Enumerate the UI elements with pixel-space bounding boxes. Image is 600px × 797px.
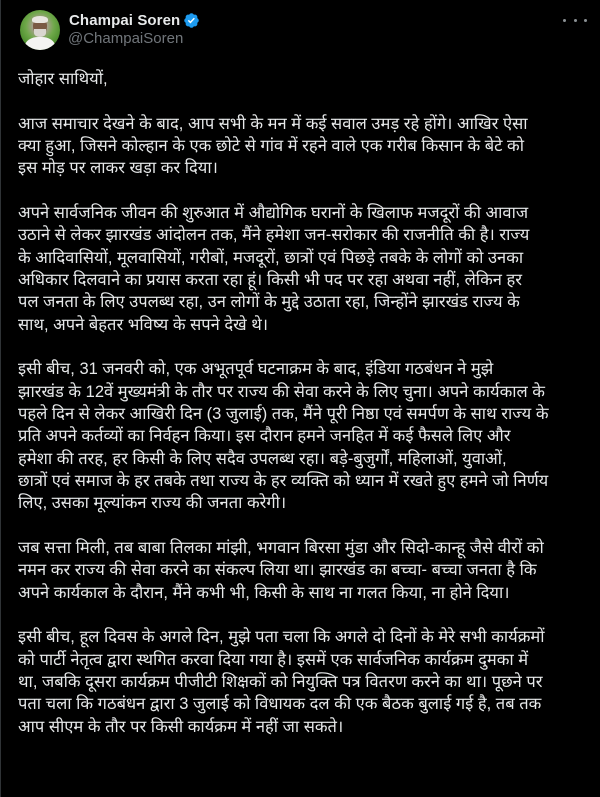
ellipsis-icon-dot	[574, 19, 577, 22]
paragraph-4	[18, 537, 583, 604]
text-line: इसी बीच, हूल दिवस के अगले दिन, मुझे पता चला कि अगले दो दिनों के मेरे सभी कार्यक्रमों	[18, 628, 545, 647]
paragraph-2	[18, 202, 583, 336]
verified-badge-icon[interactable]	[183, 12, 200, 29]
text-line: जोहार साथियों,	[18, 70, 108, 88]
text-line: छात्रों एवं समाज के हर तबके तथा राज्य के हर व्यक्ति को ध्यान में रखते हुए हमने जो निर्णय	[18, 471, 549, 490]
text-line: पता चला कि गठबंधन द्वारा 3 जुलाई को विधायक दल की एक बैठक बुलाई गई है, तब तक	[18, 695, 542, 714]
text-line: नमन कर राज्य की सेवा करने का संकल्प लिया था। झारखंड का बच्चा- बच्चा जनता है कि	[18, 561, 537, 580]
text-line: इस मोड़ पर लाकर खड़ा कर दिया।	[18, 159, 218, 178]
text-line: लिए, उसका मूल्यांकन राज्य की जनता करेगी।	[18, 494, 287, 513]
ellipsis-icon-dot	[584, 19, 587, 22]
author-handle[interactable]: @ChampaiSoren	[68, 30, 184, 47]
text-line: अपने कार्यकाल के दौरान, मैंने कभी भी, किसी के साथ ना गलत किया, ना होने दिया।	[18, 583, 510, 602]
text-line: के आदिवासियों, मूलवासियों, गरीबों, मजदूरों, छात्रों एवं पिछड़े तबके के लोगों को उनका	[18, 248, 524, 267]
text-line: क्या हुआ, जिसने कोल्हान के एक छोटे से गांव में रहने वाले एक गरीब किसान के बेटे को	[18, 137, 524, 156]
paragraph-5	[18, 626, 583, 737]
more-options-button[interactable]	[563, 15, 587, 25]
ellipsis-icon-dot	[563, 19, 566, 22]
text-line: जब सत्ता मिली, तब बाबा तिलका मांझी, भगवान बिरसा मुंडा और सिदो-कान्हू जैसे वीरों को	[18, 539, 544, 558]
paragraph-1	[18, 113, 583, 180]
tweet-header	[1, 0, 600, 60]
paragraph-3	[18, 358, 583, 514]
text-line: को पार्टी नेतृत्व द्वारा स्थगित करवा दिया गया है। इसमें एक सार्वजनिक कार्यक्रम दुमका में	[18, 650, 529, 669]
author-display-name[interactable]: Champai Soren	[69, 11, 181, 29]
avatar-beard	[34, 29, 46, 37]
text-line: इसी बीच, 31 जनवरी को, एक अभूतपूर्व घटनाक्रम के बाद, इंडिया गठबंधन ने मुझे	[18, 360, 494, 379]
text-line: अधिकार दिलवाने का प्रयास करता रहा हूं। किसी भी पद पर रहा अथवा नहीं, लेकिन हर	[18, 271, 522, 290]
text-line: अपने सार्वजनिक जीवन की शुरुआत में औद्योगिक घरानों के खिलाफ मजदूरों की आवाज	[18, 204, 529, 223]
text-line: आप सीएम के तौर पर किसी कार्यक्रम में नहीं जा सकते।	[18, 717, 344, 736]
avatar[interactable]	[20, 10, 60, 50]
text-line: उठाने से लेकर झारखंड आंदोलन तक, मैंने हमेशा जन-सरोकार की राजनीति की है। राज्य	[18, 226, 530, 245]
text-line: पल जनता के लिए उपलब्ध रहा, उन लोगों के मुद्दे उठाता रहा, जिन्होंने झारखंड राज्य के	[18, 293, 520, 312]
text-line: पहले दिन से लेकर आखिरी दिन (3 जुलाई) तक, मैंने पूरी निष्ठा एवं समर्पण के साथ राज्य के	[18, 405, 549, 424]
text-line: था, जबकि दूसरा कार्यक्रम पीजीटी शिक्षकों को नियुक्ति पत्र वितरण करने का था। पूछने पर	[18, 673, 543, 692]
paragraph-greeting	[18, 68, 583, 90]
author-name-row	[69, 10, 200, 30]
tweet-text	[18, 68, 583, 760]
text-line: आज समाचार देखने के बाद, आप सभी के मन में कई सवाल उमड़ रहे होंगे। आखिर ऐसा	[18, 114, 528, 133]
text-line: हमेशा की तरह, हर किसी के लिए सदैव उपलब्ध रहा। बड़े-बुजुर्गों, महिलाओं, युवाओं,	[18, 449, 507, 468]
avatar-shirt	[25, 37, 55, 50]
avatar-hair	[32, 16, 48, 23]
text-line: साथ, अपने बेहतर भविष्य के सपने देखे थे।	[18, 315, 269, 334]
text-line: प्रति अपने कर्तव्यों का निर्वहन किया। इस दौरान हमने जनहित में कई फैसले लिए और	[18, 427, 511, 446]
text-line: झारखंड के 12वें मुख्यमंत्री के तौर पर राज्य की सेवा करने के लिए चुना। अपने कार्यकाल के	[18, 382, 545, 401]
